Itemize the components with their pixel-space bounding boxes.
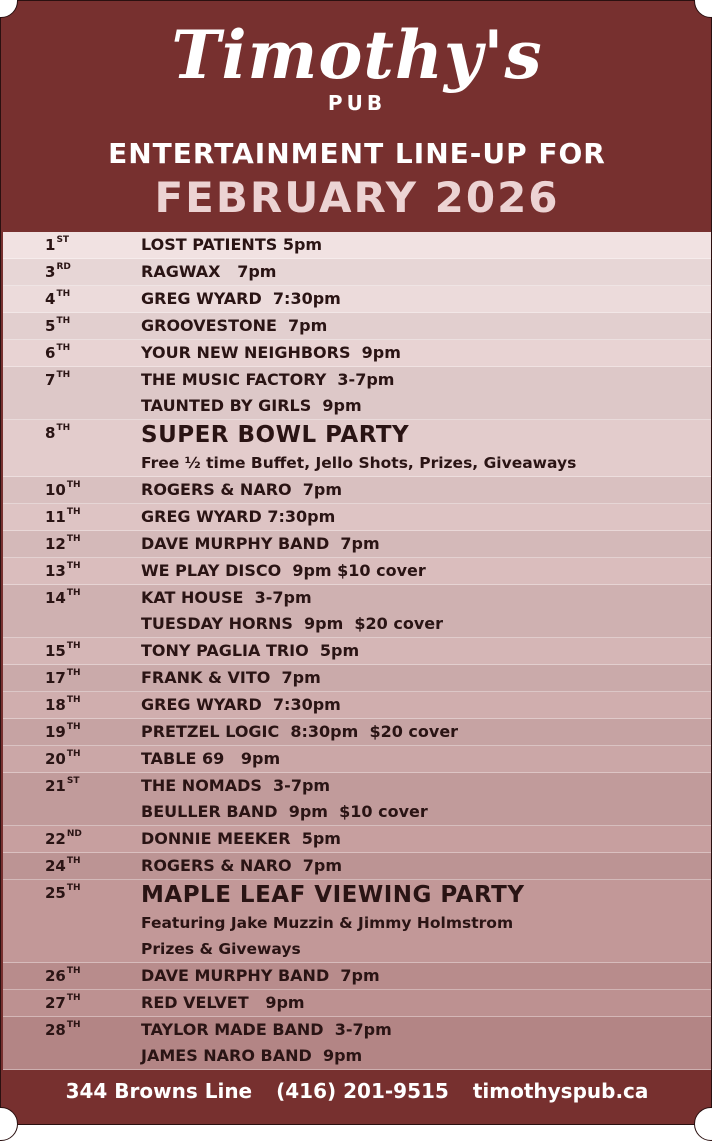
event-date-suffix: TH bbox=[56, 316, 71, 326]
event-line: DONNIE MEEKER 5pm bbox=[141, 829, 341, 848]
event-line: RAGWAX 7pm bbox=[141, 262, 277, 281]
event-date-number: 28 bbox=[45, 1021, 66, 1039]
event-line: DAVE MURPHY BAND 7pm bbox=[141, 534, 380, 553]
event-date-number: 24 bbox=[45, 857, 66, 875]
event-date bbox=[3, 286, 141, 308]
event-row bbox=[3, 367, 711, 420]
event-date bbox=[3, 773, 141, 795]
event-details bbox=[141, 585, 443, 637]
event-row bbox=[3, 990, 711, 1017]
event-date bbox=[3, 558, 141, 580]
event-line: TAYLOR MADE BAND 3-7pm bbox=[141, 1020, 392, 1039]
event-line: TONY PAGLIA TRIO 5pm bbox=[141, 641, 360, 660]
event-line: Featuring Jake Muzzin & Jimmy Holmstrom bbox=[141, 914, 514, 932]
lineup-heading: ENTERTAINMENT LINE-UP FOR bbox=[108, 137, 606, 170]
event-date-number: 17 bbox=[45, 669, 66, 687]
event-line: KAT HOUSE 3-7pm bbox=[141, 588, 312, 607]
event-line: PRETZEL LOGIC 8:30pm $20 cover bbox=[141, 722, 459, 741]
event-date-number: 3 bbox=[45, 263, 56, 281]
event-line: TABLE 69 9pm bbox=[141, 749, 281, 768]
event-date-suffix: TH bbox=[56, 370, 71, 380]
event-row bbox=[3, 692, 711, 719]
event-date-number: 22 bbox=[45, 830, 66, 848]
event-date bbox=[3, 340, 141, 362]
event-row bbox=[3, 826, 711, 853]
event-date bbox=[3, 313, 141, 335]
event-date-suffix: TH bbox=[66, 856, 81, 866]
event-date-suffix: TH bbox=[66, 561, 81, 571]
event-date-number: 12 bbox=[45, 535, 66, 553]
event-date bbox=[3, 477, 141, 499]
event-line: Prizes & Giveways bbox=[141, 940, 301, 958]
event-line: ROGERS & NARO 7pm bbox=[141, 856, 343, 875]
event-line: BEULLER BAND 9pm $10 cover bbox=[141, 802, 428, 821]
event-row bbox=[3, 773, 711, 826]
event-line: Free ½ time Buffet, Jello Shots, Prizes, Giveaways bbox=[141, 454, 577, 472]
event-row bbox=[3, 477, 711, 504]
event-date-suffix: TH bbox=[66, 534, 81, 544]
pub-logo-name: Timothy's bbox=[171, 16, 543, 94]
event-details bbox=[141, 963, 380, 989]
event-date-suffix: TH bbox=[66, 966, 81, 976]
event-date-suffix: TH bbox=[66, 641, 81, 651]
event-details bbox=[141, 773, 428, 825]
event-line: GREG WYARD 7:30pm bbox=[141, 289, 341, 308]
event-line: GREG WYARD 7:30pm bbox=[141, 507, 336, 526]
event-details bbox=[141, 259, 276, 285]
event-details bbox=[141, 990, 305, 1016]
event-date bbox=[3, 232, 141, 254]
event-row bbox=[3, 665, 711, 692]
event-row bbox=[3, 313, 711, 340]
event-date-number: 25 bbox=[45, 884, 66, 902]
event-date bbox=[3, 504, 141, 526]
event-headline: SUPER BOWL PARTY bbox=[141, 422, 410, 448]
event-date bbox=[3, 420, 141, 442]
event-date-suffix: TH bbox=[66, 993, 81, 1003]
address-text: 344 Browns Line bbox=[65, 1079, 253, 1103]
event-date-suffix: TH bbox=[56, 343, 71, 353]
event-line: LOST PATIENTS 5pm bbox=[141, 235, 323, 254]
event-date-number: 19 bbox=[45, 723, 66, 741]
website-text: timothyspub.ca bbox=[472, 1079, 649, 1103]
event-date-suffix: TH bbox=[66, 883, 81, 893]
event-date-number: 4 bbox=[45, 290, 56, 308]
event-line: DAVE MURPHY BAND 7pm bbox=[141, 966, 380, 985]
event-details bbox=[141, 340, 401, 366]
event-date-number: 10 bbox=[45, 481, 66, 499]
event-date-suffix: TH bbox=[66, 480, 81, 490]
event-details bbox=[141, 746, 280, 772]
event-date-suffix: TH bbox=[56, 423, 71, 433]
event-line: RED VELVET 9pm bbox=[141, 993, 305, 1012]
event-details bbox=[141, 313, 327, 339]
event-details bbox=[141, 558, 426, 584]
event-row bbox=[3, 746, 711, 773]
event-date bbox=[3, 367, 141, 389]
event-details bbox=[141, 853, 342, 879]
event-details bbox=[141, 420, 576, 476]
event-details bbox=[141, 638, 359, 664]
event-row bbox=[3, 420, 711, 477]
event-date-number: 26 bbox=[45, 967, 66, 985]
event-date-suffix: ST bbox=[56, 235, 70, 245]
event-date bbox=[3, 719, 141, 741]
event-line: GROOVESTONE 7pm bbox=[141, 316, 328, 335]
event-date-number: 5 bbox=[45, 317, 56, 335]
event-row bbox=[3, 504, 711, 531]
event-date-suffix: ST bbox=[66, 776, 80, 786]
event-date-suffix: TH bbox=[66, 668, 81, 678]
event-line: THE MUSIC FACTORY 3-7pm bbox=[141, 370, 395, 389]
event-line: TAUNTED BY GIRLS 9pm bbox=[141, 396, 362, 415]
event-row bbox=[3, 259, 711, 286]
event-date bbox=[3, 880, 141, 902]
event-row bbox=[3, 963, 711, 990]
event-date bbox=[3, 746, 141, 768]
event-date bbox=[3, 692, 141, 714]
event-row bbox=[3, 880, 711, 963]
event-date-suffix: TH bbox=[66, 722, 81, 732]
event-details bbox=[141, 719, 458, 745]
event-line: FRANK & VITO 7pm bbox=[141, 668, 321, 687]
event-details bbox=[141, 880, 525, 962]
event-date-suffix: TH bbox=[66, 588, 81, 598]
event-row bbox=[3, 638, 711, 665]
event-details bbox=[141, 692, 341, 718]
event-details bbox=[141, 477, 342, 503]
event-date-suffix: TH bbox=[66, 695, 81, 705]
event-date-number: 21 bbox=[45, 777, 66, 795]
poster-header bbox=[1, 1, 712, 231]
event-date bbox=[3, 826, 141, 848]
event-date-suffix: RD bbox=[56, 262, 71, 272]
event-date bbox=[3, 259, 141, 281]
event-date-suffix: TH bbox=[66, 507, 81, 517]
poster-footer bbox=[1, 1056, 712, 1126]
pub-logo-sub: PUB bbox=[327, 91, 387, 115]
event-date-number: 18 bbox=[45, 696, 66, 714]
event-headline: MAPLE LEAF VIEWING PARTY bbox=[141, 882, 525, 908]
event-date-number: 14 bbox=[45, 589, 66, 607]
event-date-number: 6 bbox=[45, 344, 56, 362]
event-row bbox=[3, 286, 711, 313]
event-date-number: 11 bbox=[45, 508, 66, 526]
event-details bbox=[141, 286, 341, 312]
lineup-month: FEBRUARY 2026 bbox=[154, 173, 560, 222]
event-date bbox=[3, 638, 141, 660]
event-date bbox=[3, 531, 141, 553]
event-row bbox=[3, 558, 711, 585]
event-date bbox=[3, 853, 141, 875]
event-line: WE PLAY DISCO 9pm $10 cover bbox=[141, 561, 426, 580]
event-details bbox=[141, 531, 380, 557]
event-row bbox=[3, 340, 711, 367]
event-details bbox=[141, 504, 335, 530]
event-date bbox=[3, 665, 141, 687]
event-date bbox=[3, 963, 141, 985]
event-date-number: 8 bbox=[45, 424, 56, 442]
event-line: JAMES NARO BAND 9pm bbox=[141, 1046, 363, 1065]
event-line: GREG WYARD 7:30pm bbox=[141, 695, 341, 714]
event-date-suffix: TH bbox=[66, 749, 81, 759]
event-row bbox=[3, 531, 711, 558]
event-row bbox=[3, 585, 711, 638]
event-date-suffix: TH bbox=[66, 1020, 81, 1030]
event-row bbox=[3, 719, 711, 746]
event-date-number: 7 bbox=[45, 371, 56, 389]
event-line: THE NOMADS 3-7pm bbox=[141, 776, 331, 795]
event-date bbox=[3, 1017, 141, 1039]
phone-text: (416) 201-9515 bbox=[276, 1079, 449, 1103]
event-details bbox=[141, 826, 341, 852]
event-date-number: 20 bbox=[45, 750, 66, 768]
event-row bbox=[3, 853, 711, 880]
event-date-suffix: ND bbox=[66, 829, 82, 839]
event-date bbox=[3, 990, 141, 1012]
event-date bbox=[3, 585, 141, 607]
event-schedule bbox=[3, 232, 711, 1065]
event-date-number: 15 bbox=[45, 642, 66, 660]
event-details bbox=[141, 665, 321, 691]
event-details bbox=[141, 232, 322, 258]
event-date-number: 13 bbox=[45, 562, 66, 580]
event-line: YOUR NEW NEIGHBORS 9pm bbox=[141, 343, 401, 362]
event-date-number: 1 bbox=[45, 236, 56, 254]
event-date-suffix: TH bbox=[56, 289, 71, 299]
event-line: ROGERS & NARO 7pm bbox=[141, 480, 343, 499]
event-line: TUESDAY HORNS 9pm $20 cover bbox=[141, 614, 444, 633]
event-row bbox=[3, 232, 711, 259]
event-details bbox=[141, 367, 394, 419]
event-date-number: 27 bbox=[45, 994, 66, 1012]
